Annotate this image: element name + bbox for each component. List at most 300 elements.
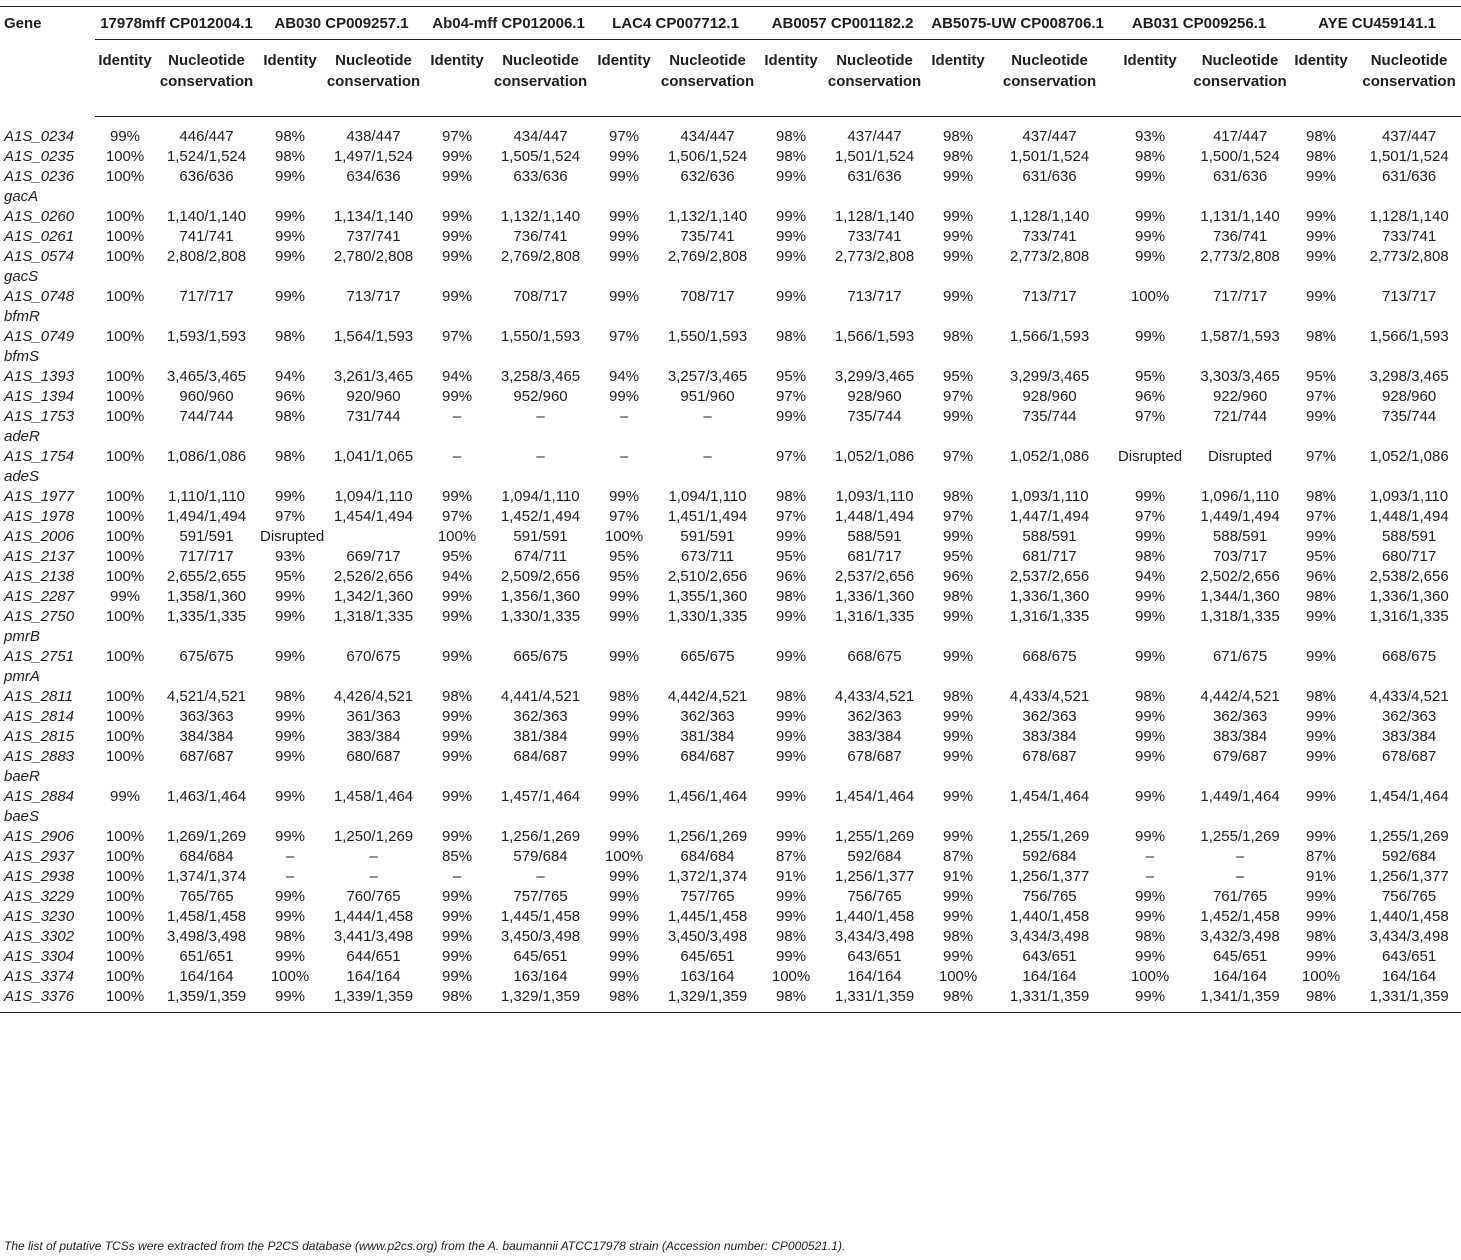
conservation-cell: 383/384 (346, 728, 401, 745)
identity-cell: 100% (105, 368, 145, 385)
gene-cell (0, 487, 95, 507)
gene-alias: gacS (4, 268, 39, 285)
conservation-cell: 1,454/1,494 (333, 508, 414, 525)
table-row (0, 247, 1461, 287)
conservation-cell: 757/765 (680, 888, 735, 905)
identity-cell: 99% (943, 528, 974, 545)
conservation-cell: 1,344/1,360 (1200, 588, 1280, 605)
identity-cell: 99% (442, 748, 473, 765)
gene-id: A1S_0748 (4, 288, 75, 305)
gene-id: A1S_0260 (4, 208, 75, 225)
identity-cell: 98% (425, 987, 489, 1013)
conservation-cell: 633/636 (513, 168, 568, 185)
conservation-cell: 952/960 (513, 388, 568, 405)
identity-cell: 94% (1135, 568, 1166, 585)
gene-cell (0, 967, 95, 987)
identity-cell: 99% (1135, 828, 1166, 845)
identity-cell: 99% (943, 288, 974, 305)
identity-cell: 100% (105, 708, 145, 725)
conservation-cell: 2,808/2,808 (166, 248, 247, 265)
gene-id: A1S_2884 (4, 788, 75, 805)
identity-header: Identity (592, 40, 656, 117)
gene-id: A1S_2138 (4, 568, 75, 585)
conservation-cell: 437/447 (847, 128, 902, 145)
conservation-cell: 1,440/1,458 (1009, 908, 1090, 925)
conservation-cell: 631/636 (1212, 168, 1268, 185)
identity-cell: 99% (609, 868, 640, 885)
identity-cell: 95% (1135, 368, 1166, 385)
conservation-cell: 434/447 (513, 128, 568, 145)
conservation-cell: 1,445/1,458 (667, 908, 748, 925)
identity-cell: 100% (604, 848, 644, 865)
strain-header: AB031 CP009256.1 (1109, 7, 1289, 40)
identity-cell: 97% (776, 388, 807, 405)
identity-cell: 91% (776, 868, 807, 885)
conservation-cell: 362/363 (680, 708, 735, 725)
conservation-cell: 1,331/1,359 (1353, 987, 1461, 1013)
conservation-cell: 1,355/1,360 (667, 588, 748, 605)
conservation-cell: 1,566/1,593 (1369, 328, 1449, 345)
conservation-cell: 592/684 (1381, 848, 1437, 865)
identity-cell: 95% (609, 568, 640, 585)
gene-id: A1S_2137 (4, 548, 75, 565)
identity-cell: 99% (1135, 708, 1166, 725)
identity-cell: 99% (776, 828, 807, 845)
identity-cell: 99% (609, 828, 640, 845)
conservation-cell: 643/651 (1022, 948, 1077, 965)
identity-cell: 99% (776, 168, 807, 185)
gene-cell (0, 887, 95, 907)
identity-cell: 96% (776, 568, 807, 585)
conservation-cell: 4,433/4,521 (1009, 688, 1090, 705)
identity-cell: 97% (943, 508, 974, 525)
gene-cell (0, 607, 95, 647)
identity-cell: 97% (609, 328, 640, 345)
conservation-cell: 960/960 (179, 388, 234, 405)
identity-cell: 99% (275, 248, 306, 265)
conservation-cell: 643/651 (847, 948, 902, 965)
conservation-cell: 631/636 (1022, 168, 1077, 185)
conservation-header: Nucleotide conservation (823, 40, 926, 117)
identity-cell: 98% (759, 987, 823, 1013)
conservation-cell: 1,454/1,464 (1009, 788, 1090, 805)
conservation-cell: 717/717 (179, 288, 234, 305)
identity-cell: 97% (776, 448, 807, 465)
conservation-cell: 1,458/1,464 (333, 788, 414, 805)
identity-cell: 99% (1135, 588, 1166, 605)
identity-cell: 97% (943, 388, 974, 405)
conservation-header: Nucleotide conservation (990, 40, 1109, 117)
identity-cell: 99% (1135, 608, 1166, 625)
conservation-cell: 362/363 (513, 708, 568, 725)
identity-cell: 98% (1306, 688, 1337, 705)
identity-cell: 99% (1306, 708, 1337, 725)
identity-cell: 98% (1135, 928, 1166, 945)
identity-cell: 99% (1135, 168, 1166, 185)
table-row (0, 867, 1461, 887)
gene-cell (0, 367, 95, 387)
identity-cell: 91% (943, 868, 974, 885)
identity-cell: 99% (943, 208, 974, 225)
identity-cell: 98% (275, 128, 306, 145)
conservation-cell: 1,593/1,593 (166, 328, 247, 345)
identity-cell: 98% (1135, 548, 1166, 565)
identity-cell: 100% (105, 648, 145, 665)
identity-cell: 99% (109, 128, 141, 145)
identity-cell: 100% (105, 948, 145, 965)
identity-cell: 99% (442, 948, 473, 965)
identity-cell: 98% (1135, 148, 1166, 165)
gene-id: A1S_0234 (4, 127, 75, 145)
conservation-cell: 645/651 (1212, 948, 1268, 965)
identity-cell: 95% (776, 548, 807, 565)
identity-cell: 99% (943, 908, 974, 925)
identity-cell: 100% (105, 688, 145, 705)
table-row (0, 887, 1461, 907)
strain-header: AB5075-UW CP008706.1 (926, 7, 1109, 40)
conservation-cell: 1,329/1,359 (489, 987, 592, 1013)
identity-cell: 94% (275, 368, 306, 385)
conservation-cell: 4,442/4,521 (667, 688, 748, 705)
conservation-cell: 1,501/1,524 (1009, 148, 1090, 165)
identity-cell: 97% (442, 508, 473, 525)
conservation-cell: 733/741 (1022, 228, 1077, 245)
identity-header: Identity (95, 40, 155, 117)
conservation-cell: 2,773/2,808 (1009, 248, 1090, 265)
table-row (0, 167, 1461, 207)
table-row (0, 987, 1461, 1013)
identity-cell: – (285, 848, 295, 865)
identity-cell: 98% (1306, 928, 1337, 945)
conservation-cell: 2,509/2,656 (500, 568, 581, 585)
conservation-cell: 1,331/1,359 (990, 987, 1109, 1013)
identity-cell: 99% (943, 228, 974, 245)
identity-cell: 99% (1109, 987, 1191, 1013)
identity-cell: 98% (1306, 328, 1337, 345)
identity-cell: 99% (109, 788, 141, 805)
identity-cell: 98% (592, 987, 656, 1013)
conservation-cell: 1,566/1,593 (834, 328, 915, 345)
conservation-cell: 164/164 (346, 968, 401, 985)
conservation-cell: 362/363 (1022, 708, 1077, 725)
identity-cell: 97% (442, 328, 473, 345)
conservation-cell: 164/164 (1022, 968, 1077, 985)
identity-cell: 99% (776, 648, 807, 665)
conservation-cell: 922/960 (1212, 388, 1268, 405)
conservation-cell: 761/765 (1212, 888, 1268, 905)
identity-cell: 85% (442, 848, 473, 865)
conservation-header: Nucleotide conservation (155, 40, 258, 117)
identity-cell: 99% (943, 788, 974, 805)
gene-cell (0, 407, 95, 447)
gene-alias: bfmS (4, 348, 40, 365)
identity-cell: 99% (442, 968, 473, 985)
conservation-header: Nucleotide conservation (1191, 40, 1289, 117)
table-row (0, 387, 1461, 407)
conservation-cell: 928/960 (1381, 388, 1437, 405)
identity-cell: 99% (1135, 228, 1166, 245)
gene-id: A1S_2814 (4, 708, 75, 725)
identity-cell: 98% (442, 688, 473, 705)
conservation-cell: 3,441/3,498 (333, 928, 414, 945)
conservation-cell: 361/363 (346, 708, 401, 725)
conservation-cell: 1,452/1,458 (1200, 908, 1280, 925)
conservation-cell: 684/684 (680, 848, 735, 865)
conservation-cell: – (703, 408, 712, 425)
identity-cell: 99% (1306, 208, 1337, 225)
identity-cell: 99% (943, 648, 974, 665)
conservation-cell: 3,303/3,465 (1200, 368, 1280, 385)
identity-cell: 99% (609, 948, 640, 965)
identity-cell: 98% (275, 448, 306, 465)
identity-cell: 100% (105, 508, 145, 525)
identity-cell: 100% (105, 968, 145, 985)
identity-cell: 98% (609, 688, 640, 705)
gene-id: A1S_0749 (4, 328, 75, 345)
strain-header-row (0, 7, 1461, 40)
identity-cell: 96% (275, 388, 306, 405)
identity-cell: 99% (943, 888, 974, 905)
identity-cell: – (285, 868, 295, 885)
gene-alias: gacA (4, 188, 39, 205)
identity-cell: 99% (609, 908, 640, 925)
identity-cell: 99% (1306, 948, 1337, 965)
identity-cell: 98% (776, 488, 807, 505)
conservation-cell: 1,564/1,593 (333, 328, 414, 345)
identity-cell: 100% (1130, 968, 1170, 985)
conservation-cell: 668/675 (1381, 648, 1437, 665)
table-row (0, 327, 1461, 367)
identity-cell: 100% (270, 968, 310, 985)
identity-cell: 97% (275, 508, 306, 525)
identity-cell: 97% (1306, 448, 1337, 465)
identity-cell: 98% (1135, 688, 1166, 705)
conservation-cell: 631/636 (1381, 168, 1437, 185)
conservation-cell: 2,655/2,655 (166, 568, 247, 585)
identity-cell: 100% (105, 388, 145, 405)
conservation-cell: 579/684 (513, 848, 568, 865)
gene-alias: bfmR (4, 308, 40, 325)
identity-cell: 99% (609, 708, 640, 725)
table-row (0, 687, 1461, 707)
identity-cell: 99% (943, 728, 974, 745)
identity-cell: 99% (776, 748, 807, 765)
table-row (0, 947, 1461, 967)
table-row (0, 567, 1461, 587)
conservation-cell: 163/164 (680, 968, 735, 985)
conservation-cell: 3,434/3,498 (1009, 928, 1090, 945)
gene-cell (0, 207, 95, 227)
conservation-cell: 1,501/1,524 (834, 148, 915, 165)
conservation-cell: 164/164 (1381, 968, 1437, 985)
gene-alias: adeS (4, 468, 40, 485)
identity-cell: 99% (609, 748, 640, 765)
conservation-cell: 3,434/3,498 (834, 928, 915, 945)
conservation-cell: 362/363 (1212, 708, 1268, 725)
conservation-cell: 1,041/1,065 (333, 448, 414, 465)
identity-cell: 99% (776, 788, 807, 805)
conservation-cell: 928/960 (1022, 388, 1077, 405)
conservation-cell: 588/591 (1381, 528, 1437, 545)
conservation-header: Nucleotide conservation (1353, 40, 1461, 117)
conservation-cell: 717/717 (179, 548, 234, 565)
conservation-cell: 756/765 (1381, 888, 1437, 905)
gene-id: A1S_0236 (4, 168, 75, 185)
conservation-header: Nucleotide conservation (656, 40, 759, 117)
identity-cell: 99% (776, 288, 807, 305)
identity-cell: 97% (609, 508, 640, 525)
conservation-cell: 4,426/4,521 (333, 688, 414, 705)
gene-id: A1S_2938 (4, 868, 75, 885)
conservation-cell: 1,505/1,524 (500, 148, 581, 165)
conservation-cell: 1,255/1,269 (1200, 828, 1280, 845)
conservation-cell: 164/164 (179, 968, 234, 985)
gene-cell (0, 707, 95, 727)
gene-alias: baeR (4, 768, 40, 785)
conservation-cell: 645/651 (680, 948, 735, 965)
identity-cell: Disrupted (1117, 448, 1183, 465)
conservation-cell: 1,052/1,086 (1009, 448, 1090, 465)
identity-cell: 99% (776, 948, 807, 965)
gene-cell (0, 447, 95, 487)
conservation-cell: 920/960 (346, 388, 401, 405)
gene-id: A1S_2883 (4, 748, 75, 765)
identity-cell: 99% (943, 948, 974, 965)
conservation-cell: 1,463/1,464 (166, 788, 247, 805)
identity-cell: 99% (275, 208, 306, 225)
identity-cell: 99% (442, 288, 473, 305)
conservation-cell: 1,457/1,464 (500, 788, 581, 805)
conservation-cell: 1,454/1,464 (834, 788, 915, 805)
gene-cell (0, 247, 95, 287)
conservation-cell: 2,537/2,656 (834, 568, 915, 585)
identity-cell: 98% (776, 588, 807, 605)
gene-cell (0, 827, 95, 847)
conservation-cell: 1,256/1,269 (667, 828, 748, 845)
conservation-cell: 591/591 (179, 528, 234, 545)
conservation-cell: – (536, 448, 545, 465)
conservation-cell: 1,342/1,360 (333, 588, 414, 605)
identity-cell: 98% (926, 987, 990, 1013)
conservation-cell: 381/384 (680, 728, 735, 745)
identity-cell: 98% (776, 928, 807, 945)
table-row (0, 407, 1461, 447)
table-row (0, 787, 1461, 827)
identity-cell: 100% (1301, 968, 1341, 985)
conservation-cell: 1,316/1,335 (834, 608, 915, 625)
conservation-cell: 362/363 (1381, 708, 1437, 725)
gene-cell (0, 687, 95, 707)
conservation-cell: 1,524/1,524 (166, 148, 247, 165)
gene-id: A1S_2751 (4, 648, 75, 665)
identity-cell: 99% (776, 208, 807, 225)
identity-header: Identity (258, 40, 322, 117)
conservation-cell: 2,526/2,656 (333, 568, 414, 585)
identity-cell: 99% (776, 608, 807, 625)
identity-cell: 100% (604, 528, 644, 545)
identity-cell: 99% (776, 728, 807, 745)
identity-cell: 99% (776, 528, 807, 545)
conservation-cell: 1,440/1,458 (1369, 908, 1449, 925)
identity-cell: 97% (1135, 408, 1166, 425)
identity-cell: – (452, 868, 462, 885)
conservation-cell: 631/636 (847, 168, 902, 185)
conservation-cell: 164/164 (1212, 968, 1268, 985)
conservation-cell: 735/741 (680, 228, 735, 245)
gene-cell (0, 847, 95, 867)
conservation-cell: 670/675 (346, 648, 401, 665)
identity-cell: 87% (776, 848, 807, 865)
conservation-cell: 1,451/1,494 (667, 508, 748, 525)
conservation-cell: 736/741 (1212, 228, 1268, 245)
identity-cell: 99% (1135, 488, 1166, 505)
identity-cell: 100% (771, 968, 811, 985)
identity-cell: 93% (275, 548, 306, 565)
identity-cell: 99% (609, 488, 640, 505)
conservation-cell: 1,445/1,458 (500, 908, 581, 925)
identity-header: Identity (1109, 40, 1191, 117)
identity-cell: 99% (776, 888, 807, 905)
conservation-cell: 1,456/1,464 (667, 788, 748, 805)
identity-cell: 99% (1306, 748, 1337, 765)
identity-header: Identity (926, 40, 990, 117)
conservation-cell: 362/363 (847, 708, 902, 725)
conservation-cell: 1,359/1,359 (155, 987, 258, 1013)
gene-id: A1S_3374 (4, 968, 75, 985)
table-row (0, 117, 1461, 148)
conservation-cell: 2,769/2,808 (667, 248, 748, 265)
conservation-cell: 1,356/1,360 (500, 588, 581, 605)
identity-cell: 100% (105, 748, 145, 765)
gene-id: A1S_1393 (4, 368, 75, 385)
identity-cell: 98% (943, 488, 974, 505)
identity-cell: 99% (442, 488, 473, 505)
conservation-cell: 1,566/1,593 (1009, 328, 1090, 345)
table-row (0, 647, 1461, 687)
table-row (0, 927, 1461, 947)
conservation-cell: 665/675 (513, 648, 568, 665)
gene-cell (0, 927, 95, 947)
conservation-cell: 1,447/1,494 (1009, 508, 1090, 525)
conservation-cell: 951/960 (680, 388, 735, 405)
strain-header: Ab04-mff CP012006.1 (425, 7, 592, 40)
gene-id: A1S_3229 (4, 888, 75, 905)
conservation-cell: 645/651 (513, 948, 568, 965)
conservation-cell: 674/711 (513, 548, 568, 565)
conservation-cell: 1,500/1,524 (1200, 148, 1280, 165)
gene-id: A1S_0261 (4, 228, 75, 245)
identity-cell: 99% (1135, 328, 1166, 345)
table-row (0, 607, 1461, 647)
conservation-cell: 760/765 (346, 888, 401, 905)
conservation-cell: 741/741 (179, 228, 234, 245)
conservation-cell: 680/687 (346, 748, 401, 765)
conservation-cell: 3,261/3,465 (333, 368, 414, 385)
identity-header: Identity (759, 40, 823, 117)
conservation-cell: 1,318/1,335 (333, 608, 414, 625)
conservation-cell: 592/684 (1022, 848, 1077, 865)
conservation-cell: 1,269/1,269 (166, 828, 247, 845)
identity-cell: 99% (943, 408, 974, 425)
identity-cell: 98% (943, 128, 974, 145)
conservation-cell: 2,773/2,808 (1200, 248, 1280, 265)
strain-header: AB030 CP009257.1 (258, 7, 425, 40)
identity-cell: 99% (275, 288, 306, 305)
gene-alias: adeR (4, 428, 40, 445)
conservation-cell: 1,096/1,110 (1200, 488, 1280, 505)
conservation-cell: 1,094/1,110 (334, 488, 413, 505)
conservation-cell: 4,433/4,521 (1369, 688, 1449, 705)
